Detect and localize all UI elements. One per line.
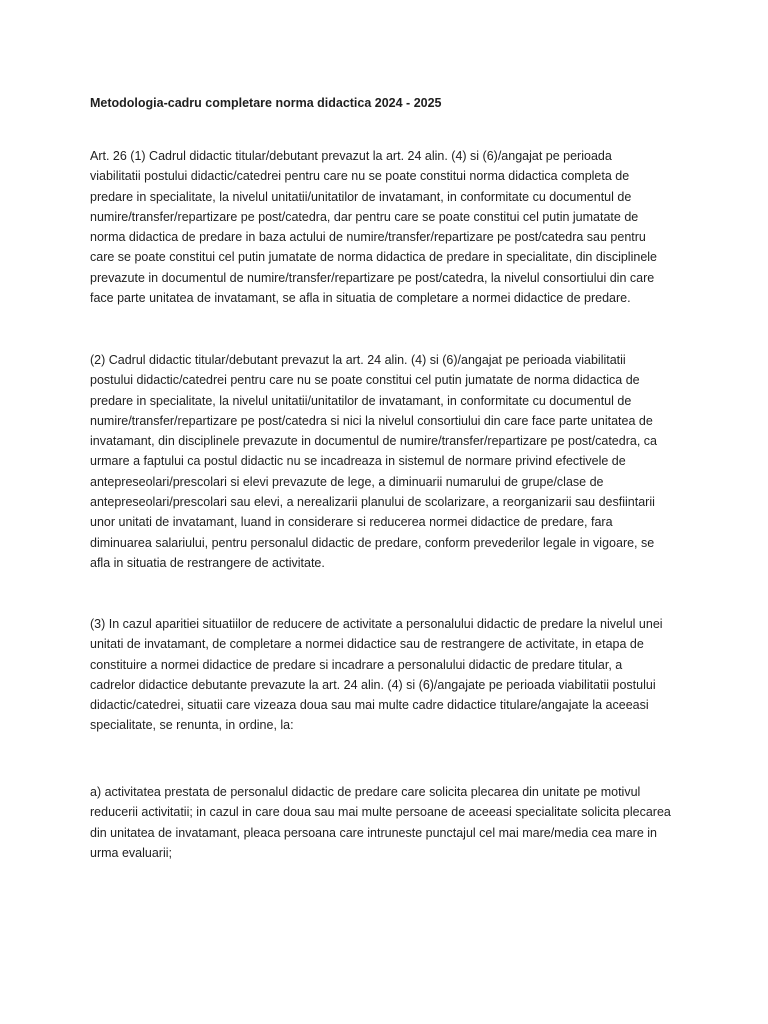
paragraph-line: urma evaluarii; [90, 845, 172, 860]
paragraph-line: predare in specialitate, la nivelul unitatii/unitatilor de invatamant, in conformitate cu documentul de [90, 189, 632, 204]
paragraph-line: prevazute in documentul de numire/transfer/repartizare pe post/catedra, la nivelul consortiului din care [90, 270, 655, 285]
paragraph-art26-3 [90, 614, 663, 736]
paragraph-line: face parte unitatea de invatamant, se afla in situatia de completare a normei didactice de predare. [90, 291, 631, 306]
paragraph-line: specialitate, se renunta, in ordine, la: [90, 718, 294, 733]
paragraph-line: antepreseolari/prescolari si elevi prevazute de lege, a diminuarii numarului de grupe/clase de [90, 474, 604, 489]
paragraph-line: viabilitatii postului didactic/catedrei pentru care nu se poate constitui norma didactica completa de [90, 169, 630, 184]
paragraph-line: antepreseolari/prescolari sau elevi, a nerealizarii planului de scolarizare, a reorganizarii sau desfiintarii [90, 495, 655, 510]
paragraph-art26-2 [90, 350, 657, 573]
paragraph-line: norma didactica de predare in baza actului de numire/transfer/repartizare pe post/catedra sau pentru [90, 230, 646, 245]
paragraph-line: (2) Cadrul didactic titular/debutant prevazut la art. 24 alin. (4) si (6)/angajat pe perioada viabilitatii [90, 353, 626, 367]
paragraph-line: Art. 26 (1) Cadrul didactic titular/debutant prevazut la art. 24 alin. (4) si (6)/angajat pe perioada [90, 149, 612, 163]
paragraph-line: invatamant, din disciplinele prevazute in documentul de numire/transfer/repartizare pe post/catedra, ca [90, 434, 657, 449]
paragraph-line: urmare a faptului ca postul didactic nu se incadreaza in sistemul de normare privind efectivele de [90, 454, 626, 469]
paragraph-line: numire/transfer/repartizare pe post/catedra si nici la nivelul consortiului din care face parte unitatea de [90, 413, 653, 428]
paragraph-line: (3) In cazul aparitiei situatiilor de reducere de activitate a personalului didactic de predare la nivelul unei [90, 617, 663, 631]
paragraph-line: care se poate constitui cel putin jumatate de norma didactica de predare in specialitate, din disciplinele [90, 250, 657, 265]
paragraph-line: a) activitatea prestata de personalul didactic de predare care solicita plecarea din unitate pe motivul [90, 785, 641, 799]
document-title: Metodologia-cadru completare norma didactica 2024 - 2025 [90, 96, 442, 110]
paragraph-art26-1 [90, 146, 657, 308]
paragraph-art26-3a [90, 782, 671, 863]
paragraph-line: postului didactic/catedrei pentru care nu se poate constitui cel putin jumatate de norma didactica de [90, 373, 640, 388]
document-body [90, 93, 690, 860]
paragraph-line: unitati de invatamant, de completare a normei didactice sau de restrangere de activitate, in etapa de [90, 637, 644, 652]
paragraph-line: afla in situatia de restrangere de activitate. [90, 555, 325, 570]
paragraph-line: didactic/catedrei, situatii care vizeaza doua sau mai multe cadre didactice titulare/angajate la aceeasi [90, 698, 649, 713]
paragraph-line: unor unitati de invatamant, luand in considerare si reducerea normei didactice de predare, fara [90, 515, 613, 530]
paragraph-line: numire/transfer/repartizare pe post/catedra, dar pentru care se poate constitui cel putin jumatate de [90, 209, 639, 224]
paragraph-line: constituire a normei didactice de predare si incadrare a personalului didactic de predare titular, a [90, 657, 623, 672]
paragraph-line: reducerii activitatii; in cazul in care doua sau mai multe persoane de aceeasi specialitate solicita plecarea [90, 805, 671, 820]
paragraph-line: cadrelor didactice debutante prevazute la art. 24 alin. (4) si (6)/angajate pe perioada viabilitatii postului [90, 677, 656, 692]
paragraph-line: predare in specialitate, la nivelul unitatii/unitatilor de invatamant, in conformitate cu documentul de [90, 393, 632, 408]
paragraph-line: diminuarea salariului, pentru personalul didactic de predare, conform prevederilor legale in vigoare, se [90, 535, 655, 550]
paragraph-line: din unitatea de invatamant, pleaca persoana care intruneste punctajul cel mai mare/media cea mare in [90, 825, 657, 840]
